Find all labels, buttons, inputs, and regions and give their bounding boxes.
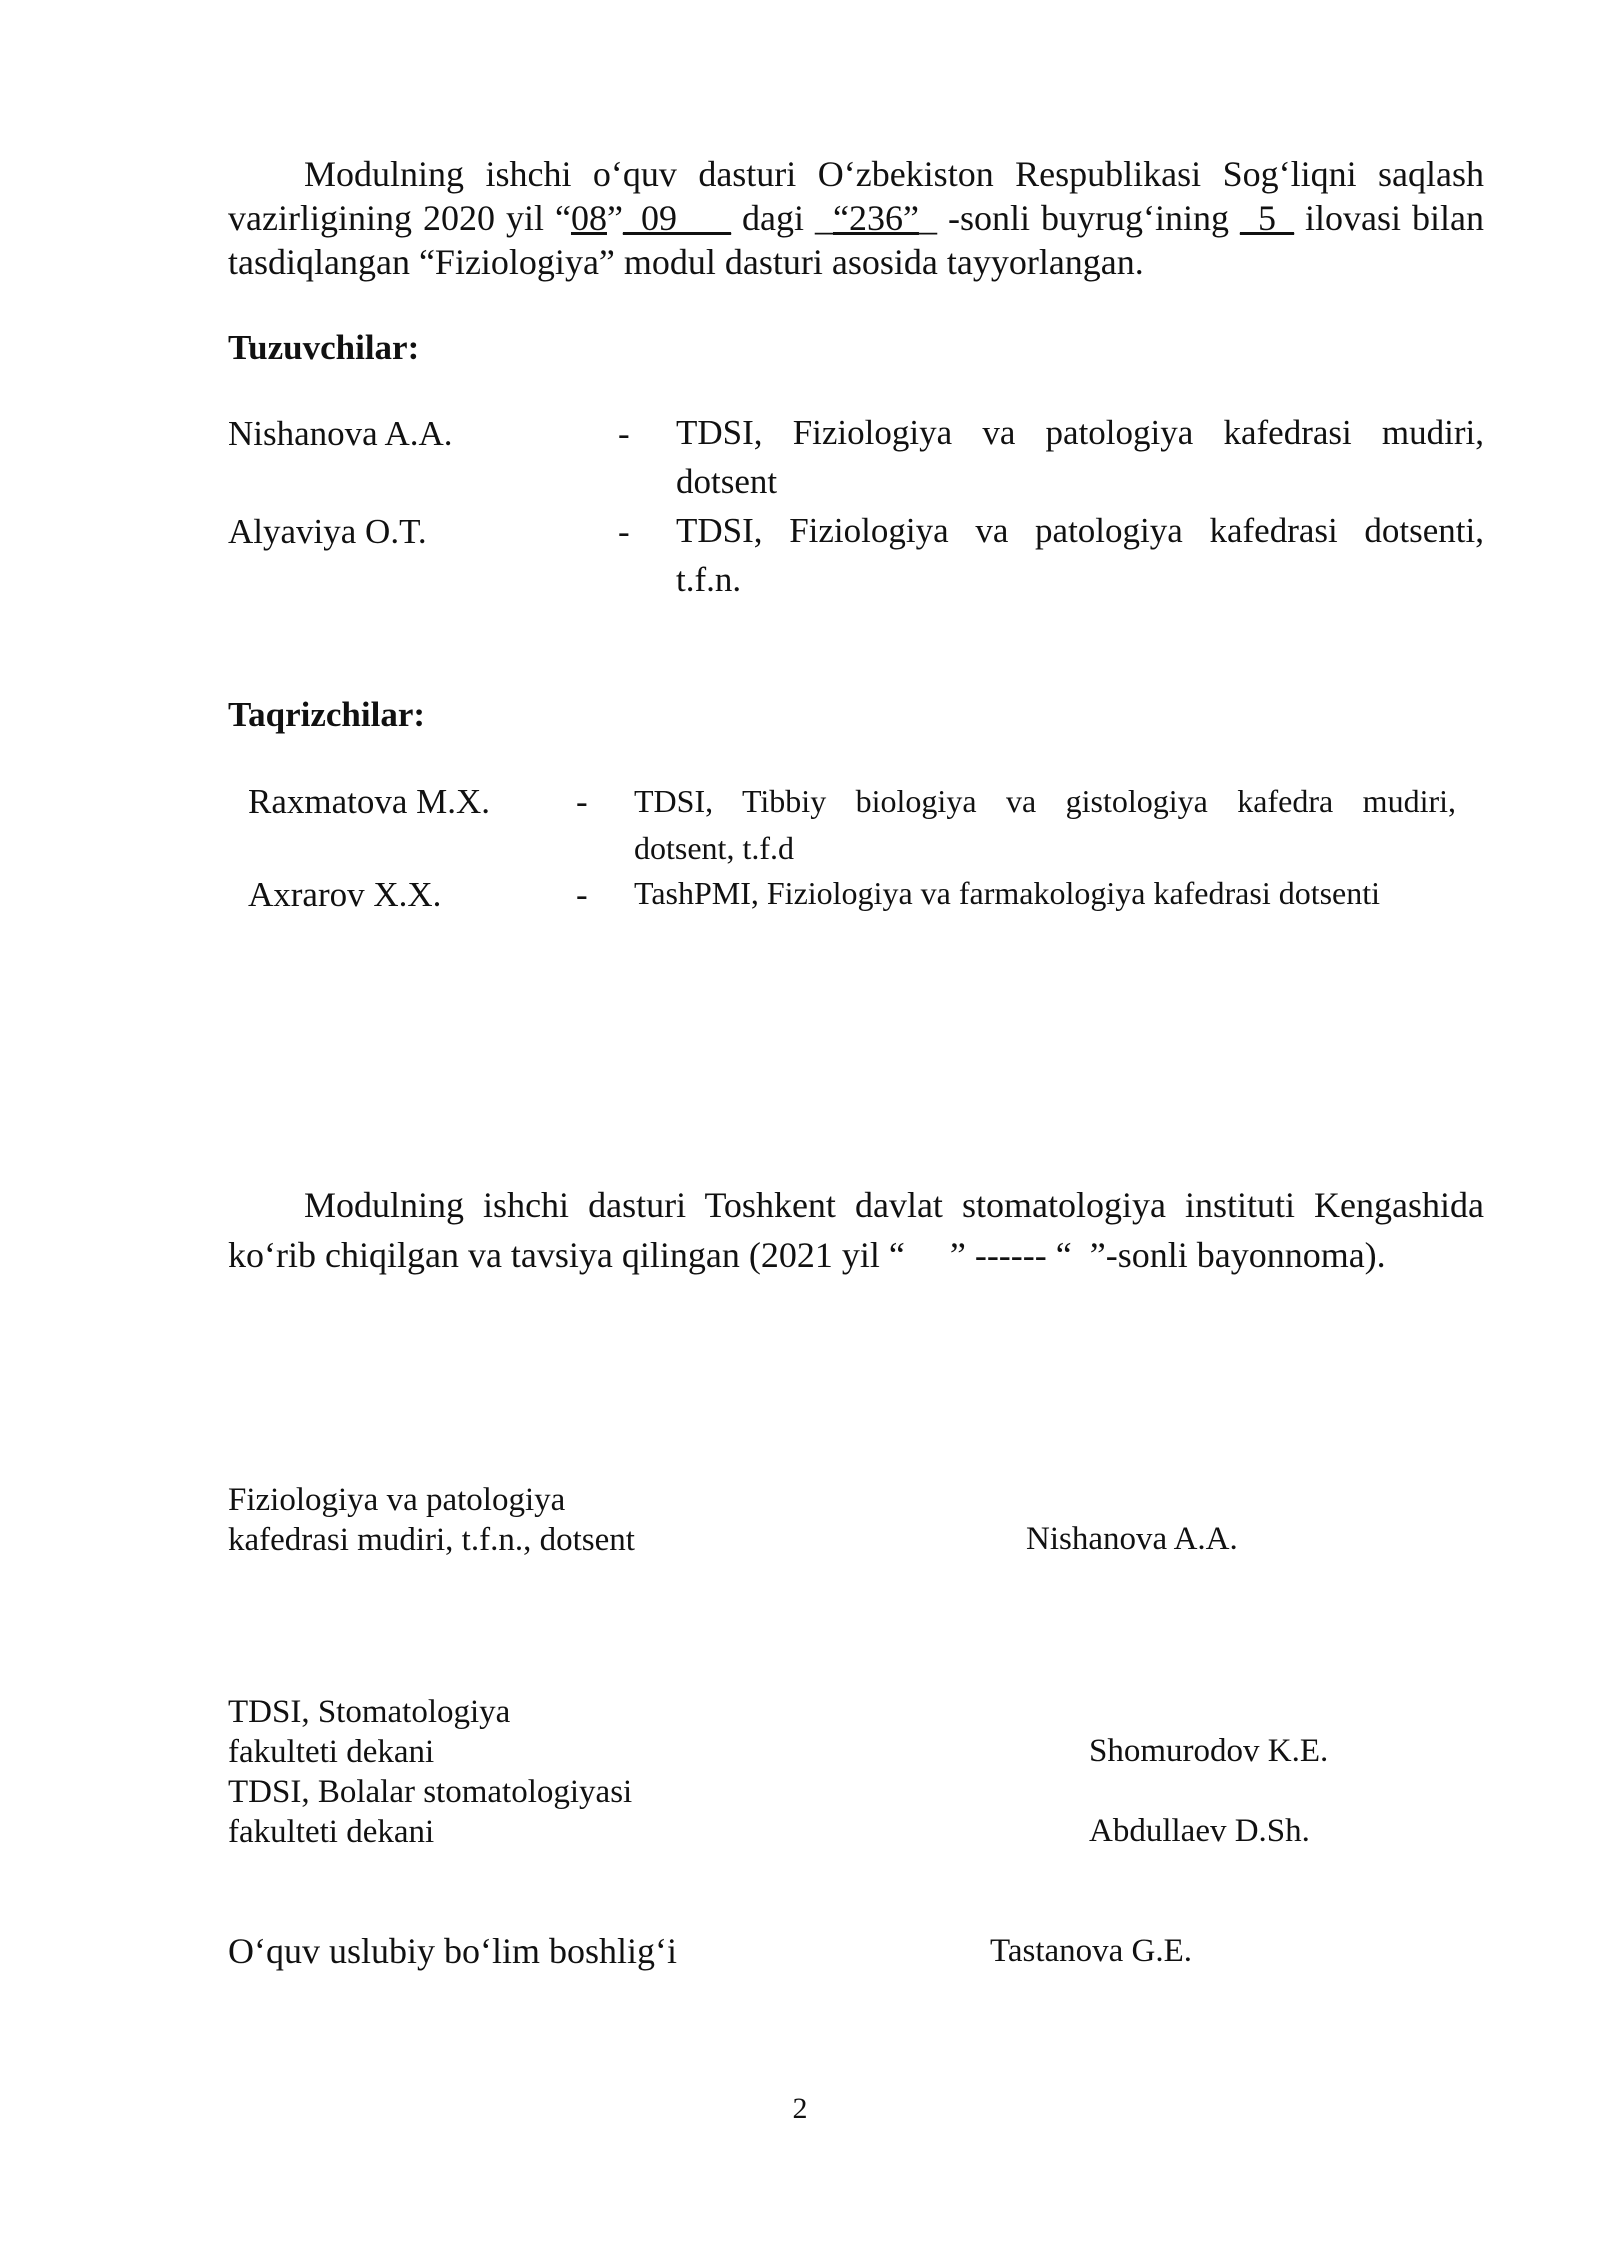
head-of-dept-title: Fiziologiya va patologiya kafedrasi mudiri, t.f.n., dotsent [228, 1482, 635, 1558]
reviewer-name: Axrarov X.X. [248, 875, 442, 914]
compiler-position-line: TDSI, Fiziologiya va patologiya kafedrasi dotsenti, [676, 511, 1484, 550]
compiler-position-line: TDSI, Fiziologiya va patologiya kafedrasi mudiri, [676, 413, 1484, 452]
reviewer-position-line: TashPMI, Fiziologiya va farmakologiya kafedrasi dotsenti [634, 875, 1381, 911]
annex-number: _5_ [1239, 198, 1294, 238]
reviewer-position [634, 870, 1456, 917]
dean-stomatology-name: Shomurodov K.E. [1089, 1733, 1329, 1769]
compilers-heading: Tuzuvchilar: [228, 328, 420, 367]
compiler-position [676, 408, 1484, 506]
compiler-dash: - [618, 414, 630, 453]
dean-pediatric-name: Abdullaev D.Sh. [1089, 1813, 1310, 1849]
approval-paragraph: Modulning ishchi dasturi Toshkent davlat stomatologiya instituti Kengashida ko‘rib chiqilgan va tavsiya qilingan (2021 yil “ ” ------ “ ”-sonli bayonnoma). [228, 1185, 1493, 1275]
methodology-head-title: O‘quv uslubiy bo‘lim boshlig‘i [228, 1931, 677, 1971]
page-number: 2 [792, 2092, 808, 2125]
order-number: “236” [832, 198, 919, 238]
head-of-dept-name: Nishanova A.A. [1026, 1521, 1238, 1557]
compiler-name: Nishanova A.A. [228, 414, 453, 453]
compiler-position [676, 506, 1484, 604]
reviewer-dash: - [576, 782, 588, 821]
reviewer-position-line: dotsent, t.f.d [634, 830, 794, 866]
reviewer-position-line: TDSI, Tibbiy biologiya va gistologiya kafedra mudiri, [634, 783, 1456, 819]
compiler-dash: - [618, 512, 630, 551]
dean-pediatric-title: TDSI, Bolalar stomatologiyasi fakulteti dekani [228, 1774, 633, 1850]
methodology-head-name: Tastanova G.E. [990, 1933, 1193, 1969]
reviewer-position [634, 778, 1456, 872]
compiler-name: Alyaviya O.T. [228, 512, 427, 551]
reviewers-heading: Taqrizchilar: [228, 695, 426, 734]
order-day: 08 [570, 198, 607, 238]
reviewer-name: Raxmatova M.X. [248, 782, 491, 821]
intro-paragraph: Modulning ishchi o‘quv dasturi O‘zbekiston Respublikasi Sog‘liqni saqlash vazirligining 2020 yil “08”_09___ dagi _“236”_ -sonli buyrug‘ining _5_ ilovasi bilan tasdiqlangan “Fiziologiya” modul dasturi asosida tayyorlangan. [228, 154, 1484, 282]
reviewer-dash: - [576, 875, 588, 914]
order-month: _09___ [622, 198, 731, 238]
compiler-position-line: t.f.n. [676, 560, 742, 599]
dean-stomatology-title: TDSI, Stomatologiya fakulteti dekani [228, 1694, 511, 1770]
compiler-position-line: dotsent [676, 462, 778, 501]
